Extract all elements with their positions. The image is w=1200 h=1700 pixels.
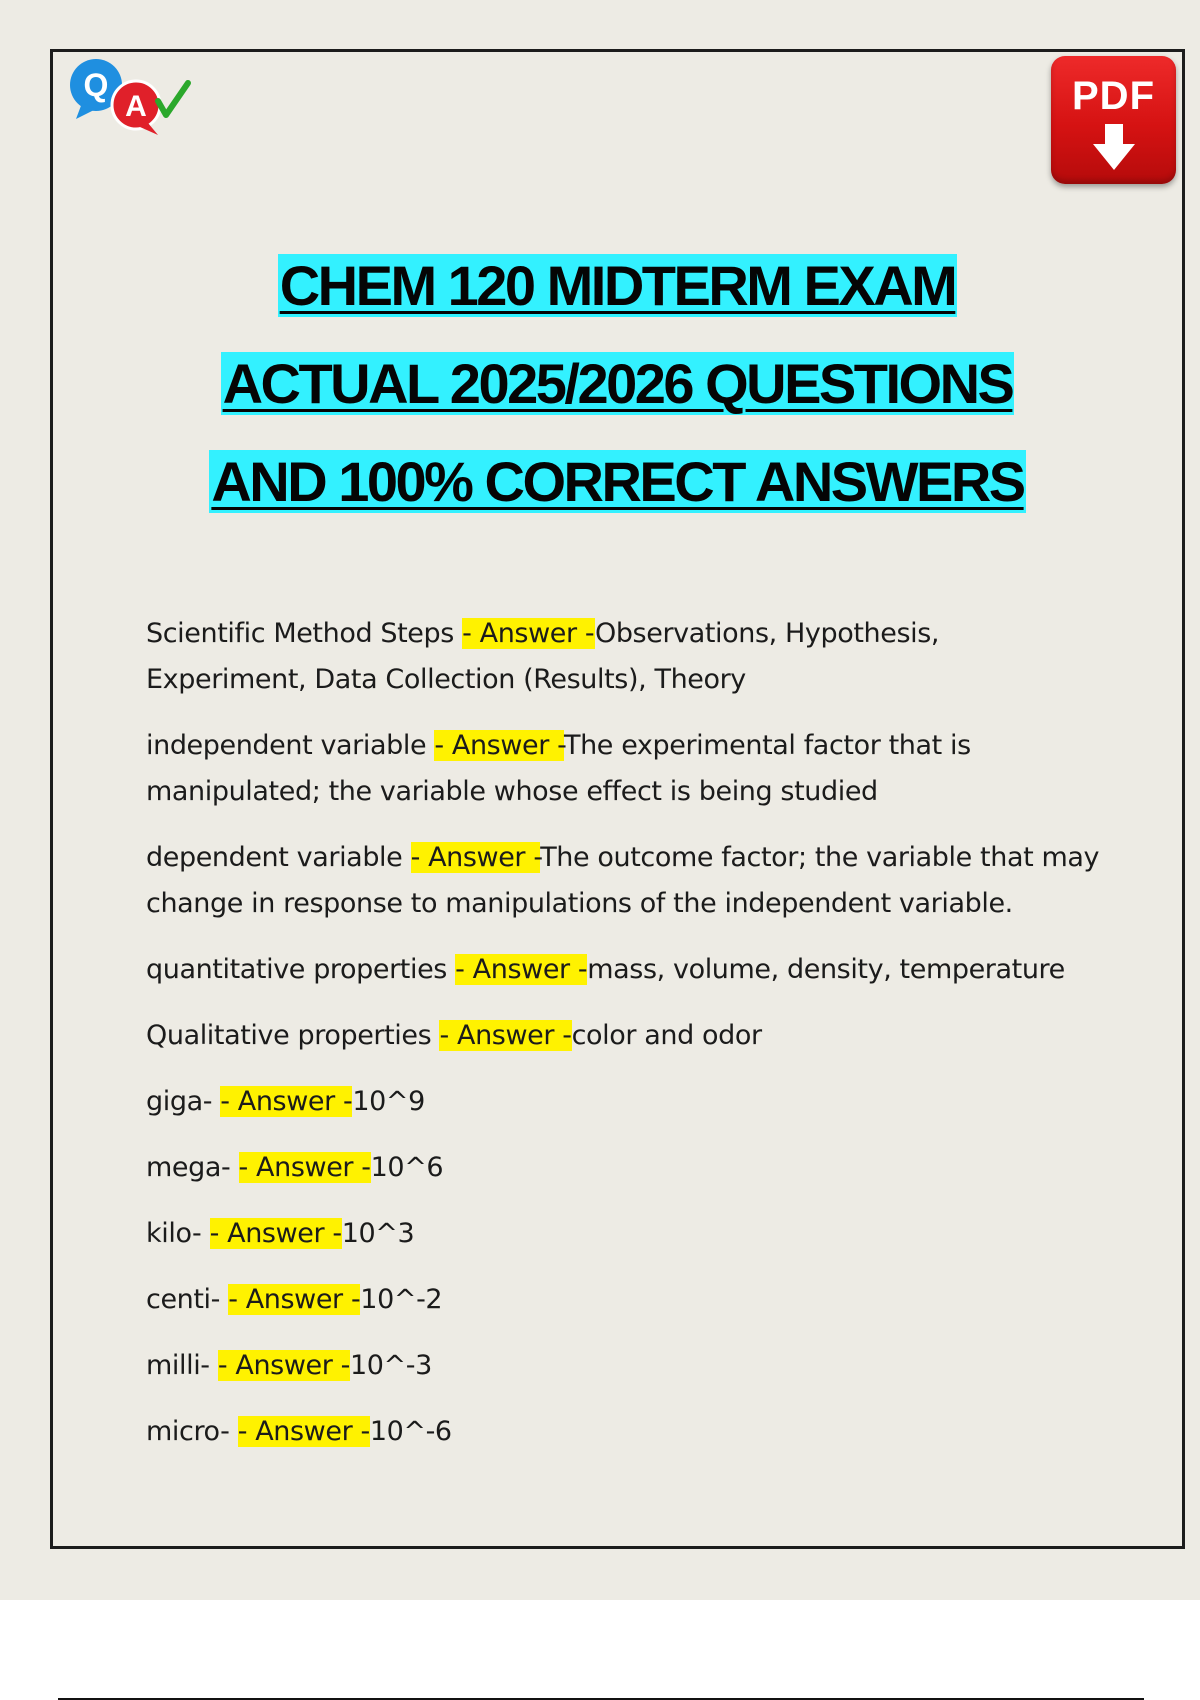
qa-term: giga- bbox=[146, 1086, 221, 1117]
qa-answer: color and odor bbox=[571, 1020, 762, 1051]
pdf-badge-label: PDF bbox=[1072, 74, 1155, 118]
qa-entry bbox=[146, 1079, 1106, 1125]
qa-entry bbox=[146, 611, 1106, 703]
qa-list bbox=[146, 611, 1106, 1475]
qa-term: Qualitative properties bbox=[146, 1020, 440, 1051]
document-title bbox=[0, 237, 1200, 531]
answer-marker: - Answer - bbox=[238, 1152, 371, 1183]
answer-bubble-icon bbox=[112, 81, 160, 135]
qa-entry bbox=[146, 1211, 1106, 1257]
qa-term: mega- bbox=[146, 1152, 239, 1183]
qa-logo bbox=[68, 57, 198, 137]
qa-entry bbox=[146, 1145, 1106, 1191]
qa-entry bbox=[146, 947, 1106, 993]
logo-letter-q: Q bbox=[83, 67, 109, 103]
title-line-3 bbox=[0, 433, 1200, 531]
qa-term: quantitative properties bbox=[146, 954, 456, 985]
answer-marker: - Answer - bbox=[455, 954, 588, 985]
qa-answer: Observations, Hypothesis, Experiment, Data Collection (Results), Theory bbox=[146, 618, 940, 695]
qa-answer: 10^-3 bbox=[349, 1350, 432, 1381]
qa-term: micro- bbox=[146, 1416, 238, 1447]
answer-marker: - Answer - bbox=[220, 1086, 353, 1117]
qa-entry bbox=[146, 1277, 1106, 1323]
checkmark-icon bbox=[158, 83, 188, 115]
qa-answer: 10^9 bbox=[352, 1086, 425, 1117]
qa-answer: The experimental factor that is manipulated; the variable whose effect is being studied bbox=[146, 730, 971, 807]
qa-term: centi- bbox=[146, 1284, 229, 1315]
answer-marker: - Answer - bbox=[228, 1284, 361, 1315]
qa-term: independent variable bbox=[146, 730, 435, 761]
answer-marker: - Answer - bbox=[217, 1350, 350, 1381]
qa-term: Scientific Method Steps bbox=[146, 618, 463, 649]
qa-entry bbox=[146, 1343, 1106, 1389]
qa-answer: 10^3 bbox=[341, 1218, 415, 1249]
answer-marker: - Answer - bbox=[462, 618, 595, 649]
title-line-2 bbox=[0, 335, 1200, 433]
answer-marker: - Answer - bbox=[209, 1218, 342, 1249]
qa-term: milli- bbox=[146, 1350, 218, 1381]
qa-answer: The outcome factor; the variable that may change in response to manipulations of the independent variable. bbox=[146, 842, 1100, 919]
title-line-2-text: ACTUAL 2025/2026 QUESTIONS bbox=[222, 352, 1013, 415]
qa-answer: 10^-2 bbox=[360, 1284, 443, 1315]
title-line-1-text: CHEM 120 MIDTERM EXAM bbox=[279, 254, 956, 317]
qa-term: dependent variable bbox=[146, 842, 411, 873]
answer-marker: - Answer - bbox=[434, 730, 564, 761]
answer-marker: - Answer - bbox=[410, 842, 541, 873]
qa-term: kilo- bbox=[146, 1218, 210, 1249]
qa-answer: mass, volume, density, temperature bbox=[587, 954, 1065, 985]
title-line-3-text: AND 100% CORRECT ANSWERS bbox=[211, 450, 1024, 513]
qa-answer: 10^6 bbox=[370, 1152, 444, 1183]
title-line-1 bbox=[0, 237, 1200, 335]
logo-letter-a: A bbox=[125, 90, 147, 123]
qa-answer: 10^-6 bbox=[369, 1416, 452, 1447]
qa-entry bbox=[146, 1409, 1106, 1455]
qa-entry bbox=[146, 1013, 1106, 1059]
qa-entry bbox=[146, 723, 1106, 815]
answer-marker: - Answer - bbox=[237, 1416, 370, 1447]
pdf-download-badge[interactable] bbox=[1051, 56, 1176, 184]
qa-entry bbox=[146, 835, 1106, 927]
answer-marker: - Answer - bbox=[439, 1020, 572, 1051]
download-arrow-icon bbox=[1089, 122, 1139, 172]
